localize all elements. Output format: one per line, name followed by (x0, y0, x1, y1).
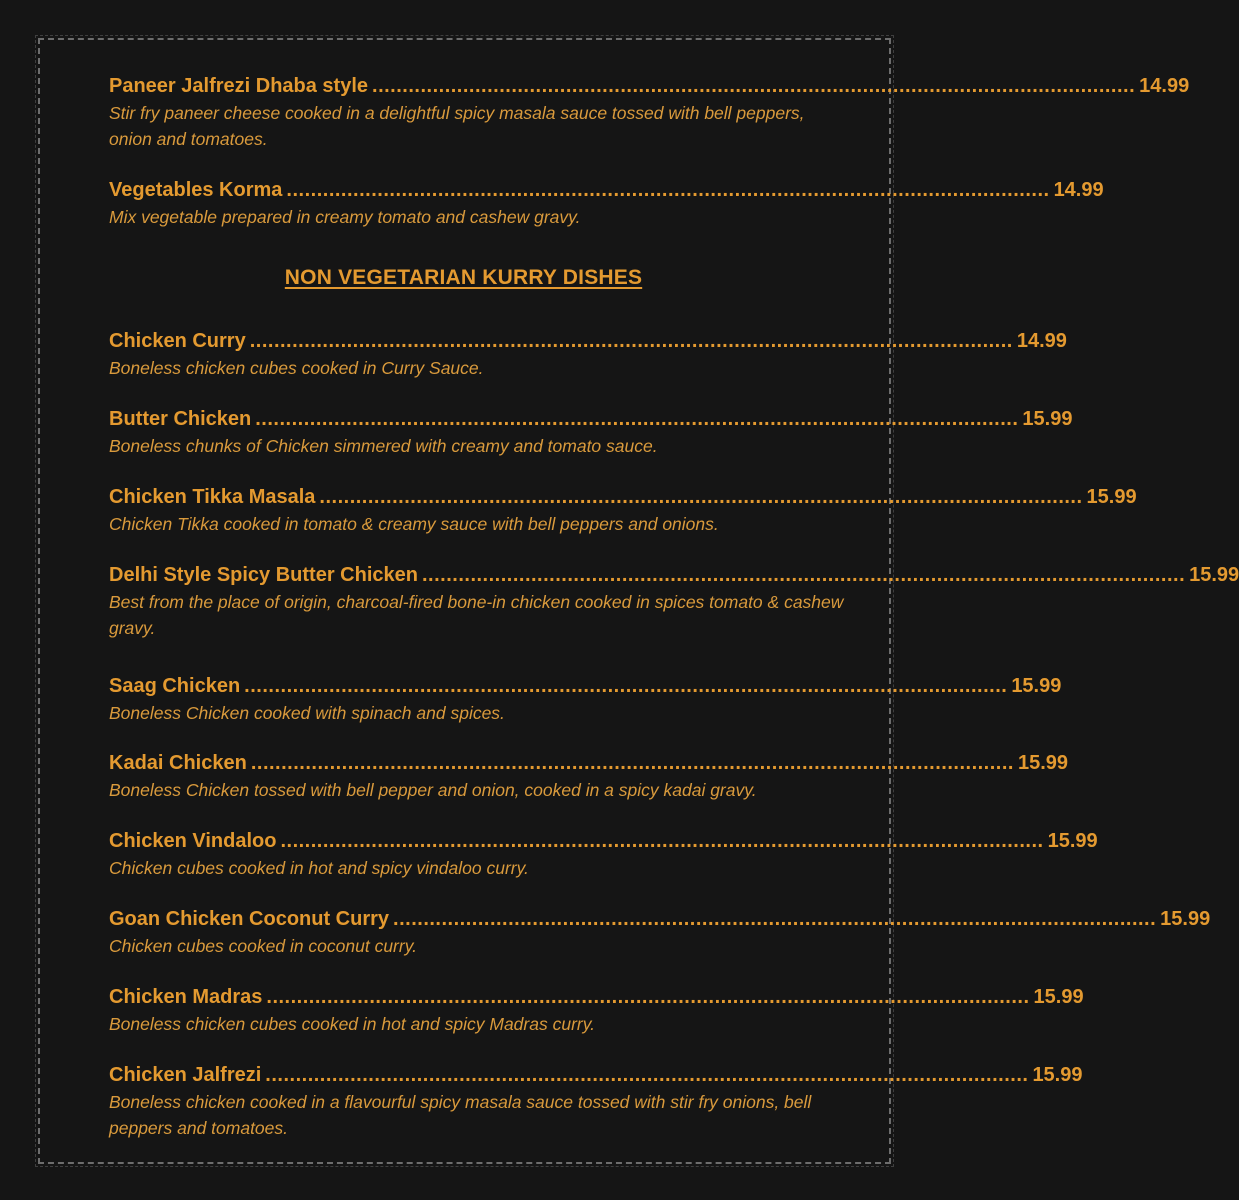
menu-item-price: 15.99 (1022, 408, 1073, 430)
menu-item-price: 15.99 (1047, 830, 1098, 852)
menu-item-price: 15.99 (1086, 486, 1137, 508)
menu-item (109, 985, 1084, 1037)
menu-item-description: Best from the place of origin, charcoal-fired bone-in chicken cooked in spices tomato & cashew gravy. (109, 592, 844, 638)
menu-item-description: Boneless chicken cubes cooked in Curry Sauce. (109, 358, 484, 378)
menu-item-description: Boneless Chicken tossed with bell pepper and onion, cooked in a spicy kadai gravy. (109, 780, 757, 800)
menu-item-description: Boneless chicken cooked in a flavourful spicy masala sauce tossed with stir fry onions, bell peppers and tomatoes. (109, 1092, 812, 1138)
menu-item-name: Chicken Curry (109, 330, 246, 352)
dot-leader: .............................................................................................................................. (393, 908, 1157, 930)
menu-item (109, 407, 1073, 459)
menu-item-name: Vegetables Korma (109, 179, 283, 201)
menu-item-name: Chicken Jalfrezi (109, 1064, 262, 1086)
menu-item-name: Goan Chicken Coconut Curry (109, 908, 390, 930)
dot-leader: .............................................................................................................................. (249, 330, 1013, 352)
menu-item (109, 485, 1137, 537)
menu-item-name: Chicken Vindaloo (109, 830, 277, 852)
menu-item-description: Mix vegetable prepared in creamy tomato and cashew gravy. (109, 207, 581, 227)
dot-leader: .............................................................................................................................. (255, 408, 1019, 430)
dot-leader: .............................................................................................................................. (319, 486, 1083, 508)
menu-item-price: 15.99 (1189, 564, 1239, 586)
menu-item (109, 674, 1062, 726)
menu-item (109, 563, 1239, 641)
dot-leader: .............................................................................................................................. (372, 75, 1136, 97)
menu-item (109, 329, 1067, 381)
menu-item-description: Stir fry paneer cheese cooked in a delightful spicy masala sauce tossed with bell peppers, onion and tomatoes. (109, 103, 805, 149)
dot-leader: .............................................................................................................................. (266, 986, 1030, 1008)
menu-item-price: 14.99 (1016, 330, 1067, 352)
menu-item-description: Chicken cubes cooked in coconut curry. (109, 936, 418, 956)
dot-leader: .............................................................................................................................. (421, 564, 1186, 586)
menu-item-name: Chicken Tikka Masala (109, 486, 316, 508)
menu-item (109, 751, 1069, 803)
menu-item (109, 74, 1190, 152)
menu-item (109, 1063, 1083, 1141)
menu-item-name: Paneer Jalfrezi Dhaba style (109, 75, 369, 97)
menu-item-price: 15.99 (1033, 986, 1084, 1008)
menu-item (109, 907, 1211, 959)
menu-item-name: Saag Chicken (109, 675, 241, 697)
menu-item (109, 829, 1098, 881)
menu-item-description: Boneless chunks of Chicken simmered with creamy and tomato sauce. (109, 436, 658, 456)
dot-leader: .............................................................................................................................. (244, 675, 1008, 697)
menu-item-price: 14.99 (1139, 75, 1190, 97)
dot-leader: .............................................................................................................................. (286, 179, 1050, 201)
dot-leader: .............................................................................................................................. (250, 752, 1014, 774)
menu-item-name: Butter Chicken (109, 408, 252, 430)
menu-item-price: 14.99 (1053, 179, 1104, 201)
menu-item-price: 15.99 (1032, 1064, 1083, 1086)
menu-item (109, 178, 1104, 230)
menu-item-price: 15.99 (1160, 908, 1211, 930)
dot-leader: .............................................................................................................................. (265, 1064, 1029, 1086)
menu-item-name: Kadai Chicken (109, 752, 247, 774)
menu-item-description: Chicken cubes cooked in hot and spicy vindaloo curry. (109, 858, 529, 878)
menu-item-price: 15.99 (1011, 675, 1062, 697)
dot-leader: .............................................................................................................................. (280, 830, 1044, 852)
menu-item-name: Delhi Style Spicy Butter Chicken (109, 564, 418, 586)
menu-item-description: Boneless Chicken cooked with spinach and spices. (109, 703, 505, 723)
section-title: NON VEGETARIAN KURRY DISHES (284, 266, 643, 289)
menu-item-price: 15.99 (1017, 752, 1069, 774)
menu-item-description: Boneless chicken cubes cooked in hot and spicy Madras curry. (109, 1014, 596, 1034)
menu-item-description: Chicken Tikka cooked in tomato & creamy sauce with bell peppers and onions. (109, 514, 719, 534)
menu-item-name: Chicken Madras (109, 986, 263, 1008)
